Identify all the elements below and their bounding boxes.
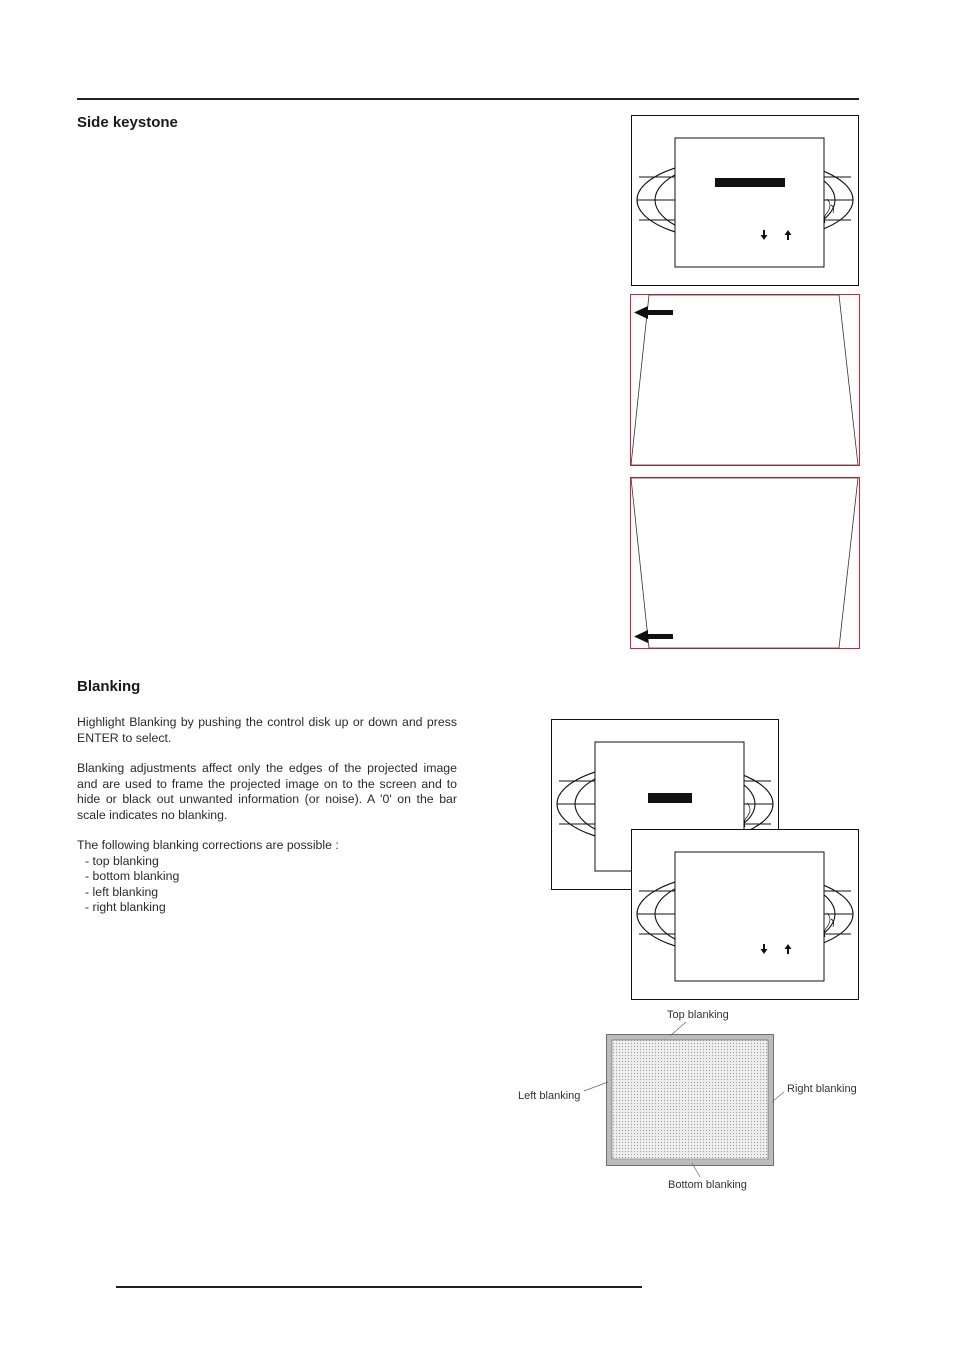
side-keystone-heading: Side keystone: [77, 114, 178, 131]
top-blanking-label: Top blanking: [667, 1009, 729, 1021]
list-item: - right blanking: [85, 900, 166, 914]
list-item: - left blanking: [85, 884, 159, 899]
blanking-paragraph-1: Highlight Blanking by pushing the control disk up or down and press ENTER to select.: [77, 715, 457, 745]
list-item: - bottom blanking: [85, 869, 180, 883]
list-item: - top blanking: [85, 853, 159, 868]
bottom-blanking-label: Bottom blanking: [668, 1179, 747, 1191]
blanking-heading: Blanking: [77, 678, 141, 695]
blanking-paragraph-2: Blanking adjustments affect only the edges of the projected image and are used to frame the projected image on to the screen and to hide or black out unwanted information (or noise). A '0' on the bar scale indicates no blanking.: [77, 761, 457, 822]
left-blanking-label: Left blanking: [518, 1090, 581, 1102]
blanking-paragraph-3: The following blanking corrections are possible :: [77, 838, 339, 852]
right-blanking-label: Right blanking: [787, 1083, 857, 1095]
